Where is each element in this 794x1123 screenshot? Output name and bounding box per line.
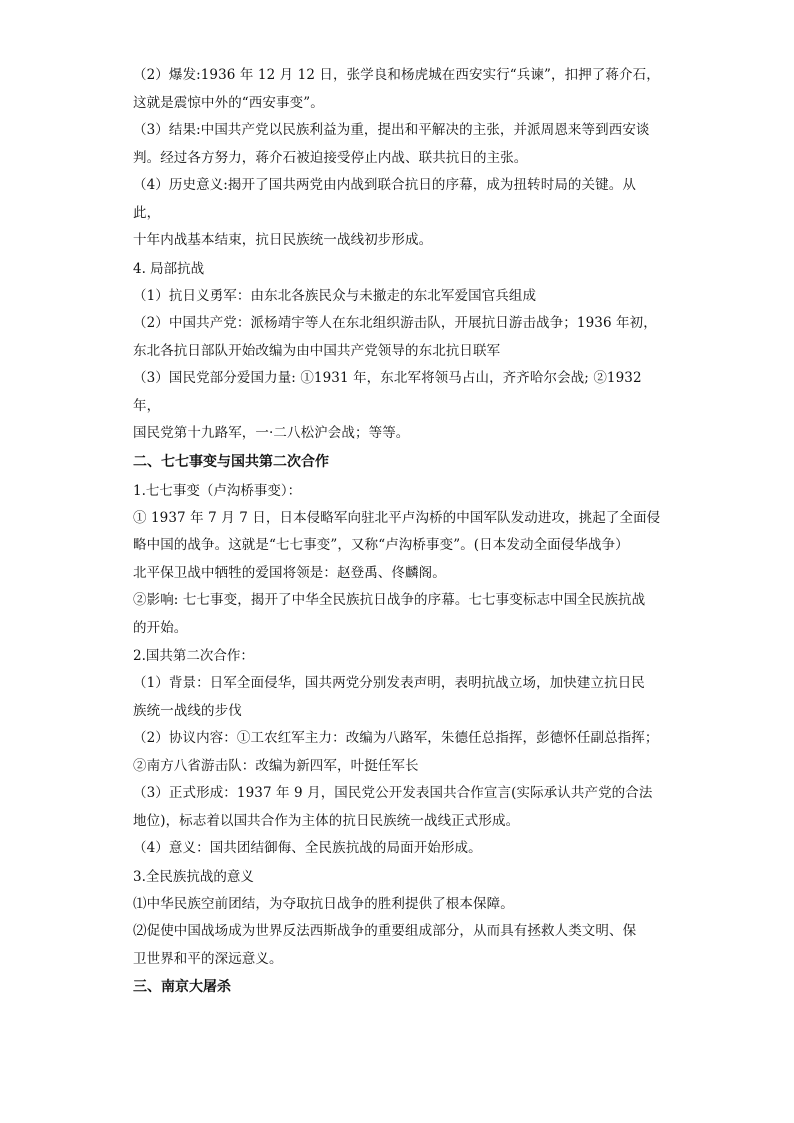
paragraph-line: ⑴中华民族空前团结，为夺取抗日战争的胜利提供了根本保障。 [133,895,514,912]
paragraph-line: （3）国民党部分爱国力量: ①1931 年，东北军将领马占山，齐齐哈尔会战; ②1932 年， [133,370,642,414]
paragraph-line: （3）结果:中国共产党以民族利益为重，提出和平解决的主张，并派周恩来等到西安谈 [133,122,650,138]
paragraph-line: （4）历史意义:揭开了国共两党由内战到联合抗日的序幕，成为扭转时局的关键。从此， [133,177,636,221]
paragraph-line: 卫世界和平的深远意义。 [133,950,283,967]
subsection-heading: 1.七七事变（卢沟桥事变）： [133,482,302,499]
subsection-heading: 2.国共第二次合作： [133,648,254,664]
paragraph-line: 的开始。 [133,619,188,636]
paragraph-line: ⑵促使中国战场成为世界反法西斯战争的重要组成部分，从而具有拯救人类文明、保 [133,923,637,939]
paragraph-line: ②影响: 七七事变，揭开了中华全民族抗日战争的序幕。七七事变标志中国全民族抗战 [133,592,646,608]
paragraph-line: 北平保卫战中牺牲的爱国将领是：赵登禹、佟麟阁。 [133,564,446,581]
paragraph-line: （4）意义：国共团结御侮、全民族抗战的局面开始形成。 [133,840,482,856]
paragraph-line: 地位)，标志着以国共合作为主体的抗日民族统一战线正式形成。 [133,812,520,829]
paragraph-line: 东北各抗日部队开始改编为由中国共产党领导的东北抗日联军 [133,342,501,359]
paragraph-line: 这就是震惊中外的“西安事变”。 [133,94,324,111]
paragraph-line: （3）正式形成：1937 年 9 月，国民党公开发表国共合作宣言(实际承认共产党的合法 [133,785,653,801]
paragraph-line: ① 1937 年 7 月 7 日，日本侵略军向驻北平卢沟桥的中国军队发动进攻，挑起了全面侵 [133,509,661,526]
paragraph-line: ②南方八省游击队：改编为新四军，叶挺任军长 [133,757,419,774]
document-body [133,62,663,1002]
paragraph-line: （2）爆发:1936 年 12 月 12 日，张学良和杨虎城在西安实行“兵谏”，扣押了蒋介石， [133,67,660,83]
paragraph-line: （1）抗日义勇军：由东北各族民众与未撤走的东北军爱国官兵组成 [133,287,537,304]
section-heading: 三、南京大屠杀 [133,979,231,995]
section-heading: 二、七七事变与国共第二次合作 [133,453,329,470]
paragraph-line: 略中国的战争。这就是“七七事变”，又称“卢沟桥事变”。(日本发动全面侵华战争） [133,537,629,553]
paragraph-line: 国民党第十九路军，一·二八松沪会战；等等。 [133,425,410,441]
paragraph-line: （2）中国共产党：派杨靖宇等人在东北组织游击队，开展抗日游击战争；1936 年初， [133,315,657,331]
paragraph-line: 族统一战线的步伐 [133,702,242,719]
paragraph-line: 判。经过各方努力，蒋介石被迫接受停止内战、联共抗日的主张。 [133,149,528,166]
subsection-heading: 3.全民族抗战的意义 [133,868,254,885]
paragraph-line: （2）协议内容：①工农红军主力：改编为八路军，朱德任总指挥，彭德怀任副总指挥； [133,730,659,746]
subsection-heading: 4. 局部抗战 [133,260,205,277]
paragraph-line: 十年内战基本结束，抗日民族统一战线初步形成。 [133,232,433,248]
paragraph-line: （1）背景：日军全面侵华，国共两党分别发表声明，表明抗战立场，加快建立抗日民 [133,675,645,691]
